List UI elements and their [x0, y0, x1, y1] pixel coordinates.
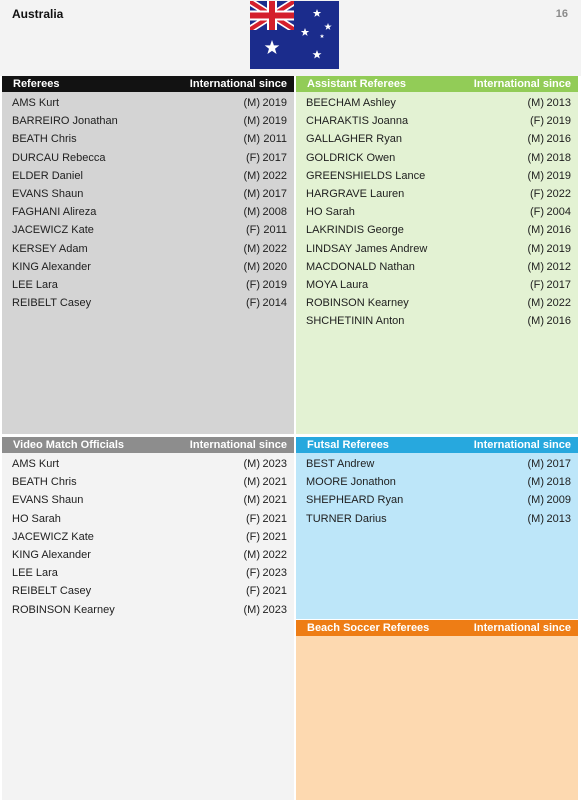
futsal-referees-list: [296, 453, 578, 528]
official-name: BEATH Chris: [12, 476, 77, 489]
official-name: MOYA Laura: [306, 278, 369, 291]
official-name: HO Sarah: [306, 206, 355, 219]
official-name: DURCAU Rebecca: [12, 151, 106, 164]
gender-marker: (F): [529, 278, 544, 291]
table-row: [296, 221, 578, 239]
international-since-year: 2019: [546, 242, 571, 255]
international-since-year: 2019: [262, 278, 287, 291]
international-since-year: 2012: [546, 260, 571, 273]
international-since-label: International since: [473, 439, 571, 451]
gender-marker: (M): [527, 151, 544, 164]
official-name: LEE Lara: [12, 278, 58, 291]
table-row: [2, 294, 294, 312]
gender-marker: (M): [243, 97, 260, 109]
international-since-label: International since: [473, 622, 571, 634]
official-name: KING Alexander: [12, 548, 91, 561]
gender-marker: (M): [243, 133, 260, 146]
table-row: [2, 221, 294, 239]
table-row: [296, 491, 578, 509]
gender-marker: (M): [243, 476, 260, 489]
assistant-referees-list: [296, 92, 578, 330]
gender-marker: (M): [243, 115, 260, 128]
official-name: HARGRAVE Lauren: [306, 187, 405, 200]
gender-marker: (M): [243, 242, 260, 255]
table-row: [2, 455, 294, 473]
official-name: MACDONALD Nathan: [306, 260, 415, 273]
international-since-year: 2022: [262, 169, 287, 182]
international-since-year: 2023: [262, 567, 287, 580]
table-row: [2, 203, 294, 221]
official-name: CHARAKTIS Joanna: [306, 115, 409, 128]
table-row: [2, 491, 294, 509]
gender-marker: (F): [245, 151, 260, 164]
official-name: EVANS Shaun: [12, 494, 84, 507]
international-since-year: 2022: [262, 242, 287, 255]
official-name: ROBINSON Kearney: [12, 603, 115, 616]
official-name: ROBINSON Kearney: [306, 297, 409, 310]
table-row: [2, 473, 294, 491]
table-row: [296, 94, 578, 112]
table-row: [296, 240, 578, 258]
international-since-year: 2023: [262, 458, 287, 470]
official-name: GOLDRICK Owen: [306, 151, 396, 164]
gender-marker: (F): [245, 530, 260, 543]
page-header: [0, 0, 581, 76]
referees-list: [2, 92, 294, 312]
table-row: [296, 130, 578, 148]
international-since-year: 2013: [546, 512, 571, 525]
official-name: ELDER Daniel: [12, 169, 83, 182]
gender-marker: (F): [245, 512, 260, 525]
gender-marker: (M): [243, 187, 260, 200]
official-name: LINDSAY James Andrew: [306, 242, 428, 255]
international-since-year: 2011: [263, 224, 287, 237]
official-name: REIBELT Casey: [12, 585, 92, 598]
gender-marker: (M): [243, 548, 260, 561]
table-row: [2, 258, 294, 276]
gender-marker: (M): [243, 206, 260, 219]
international-since-label: International since: [189, 78, 287, 90]
official-name: BARREIRO Jonathan: [12, 115, 118, 128]
international-since-year: 2009: [546, 494, 571, 507]
official-name: BEATH Chris: [12, 133, 77, 146]
international-since-year: 2021: [262, 585, 287, 598]
referees-panel: [2, 76, 294, 434]
table-row: [2, 94, 294, 112]
gender-marker: (M): [243, 494, 260, 507]
panel-title: Video Match Officials: [13, 439, 125, 451]
international-since-year: 2014: [262, 297, 287, 310]
table-row: [296, 112, 578, 130]
official-name: KING Alexander: [12, 260, 91, 273]
international-since-label: International since: [473, 78, 571, 90]
gender-marker: (M): [243, 169, 260, 182]
gender-marker: (F): [245, 224, 260, 237]
official-name: AMS Kurt: [12, 458, 60, 470]
international-since-year: 2019: [546, 169, 571, 182]
table-row: [2, 582, 294, 600]
gender-marker: (F): [529, 187, 544, 200]
table-row: [296, 276, 578, 294]
international-since-year: 2017: [262, 151, 287, 164]
international-since-year: 2018: [546, 476, 571, 489]
international-since-year: 2017: [546, 458, 571, 470]
international-since-year: 2016: [546, 133, 571, 146]
table-row: [296, 473, 578, 491]
table-row: [2, 564, 294, 582]
official-name: SHEPHEARD Ryan: [306, 494, 404, 507]
panel-title: Assistant Referees: [307, 78, 407, 90]
assistant-referees-header: [296, 76, 578, 92]
official-name: REIBELT Casey: [12, 297, 92, 310]
gender-marker: (M): [243, 260, 260, 273]
table-row: [2, 601, 294, 619]
international-since-year: 2021: [262, 494, 287, 507]
international-since-year: 2023: [262, 603, 287, 616]
international-since-year: 2021: [262, 512, 287, 525]
table-row: [296, 149, 578, 167]
gender-marker: (F): [245, 585, 260, 598]
gender-marker: (M): [527, 224, 544, 237]
official-name: TURNER Darius: [306, 512, 387, 525]
official-name: SHCHETININ Anton: [306, 315, 405, 328]
official-name: LAKRINDIS George: [306, 224, 404, 237]
panel-title: Referees: [13, 78, 60, 90]
official-name: MOORE Jonathon: [306, 476, 396, 489]
video-match-officials-header: [2, 437, 294, 453]
international-since-year: 2019: [546, 115, 571, 128]
official-name: FAGHANI Alireza: [12, 206, 97, 219]
table-row: [296, 203, 578, 221]
gender-marker: (M): [527, 242, 544, 255]
international-since-year: 2017: [546, 278, 571, 291]
official-name: BEST Andrew: [306, 458, 375, 470]
gender-marker: (M): [527, 458, 544, 470]
international-since-year: 2022: [546, 297, 571, 310]
gender-marker: (F): [245, 297, 260, 310]
table-row: [2, 130, 294, 148]
official-name: GREENSHIELDS Lance: [306, 169, 426, 182]
table-row: [2, 276, 294, 294]
gender-marker: (M): [243, 458, 260, 470]
international-since-year: 2004: [546, 206, 571, 219]
international-since-year: 2022: [546, 187, 571, 200]
page-number: 16: [555, 8, 568, 20]
official-name: AMS Kurt: [12, 97, 60, 109]
gender-marker: (M): [243, 603, 260, 616]
table-row: [296, 185, 578, 203]
official-name: JACEWICZ Kate: [12, 530, 94, 543]
table-row: [296, 258, 578, 276]
video-match-officials-list: [2, 453, 294, 619]
gender-marker: (M): [527, 97, 544, 109]
panel-title: Futsal Referees: [307, 439, 389, 451]
international-since-year: 2018: [546, 151, 571, 164]
table-row: [2, 112, 294, 130]
official-name: LEE Lara: [12, 567, 58, 580]
international-since-year: 2021: [262, 530, 287, 543]
gender-marker: (F): [529, 115, 544, 128]
beach-soccer-referees-panel: [296, 620, 578, 800]
table-row: [2, 528, 294, 546]
gender-marker: (M): [527, 315, 544, 328]
international-since-year: 2022: [262, 548, 287, 561]
official-name: GALLAGHER Ryan: [306, 133, 402, 146]
beach-soccer-referees-list: [296, 636, 578, 638]
country-name: Australia: [12, 7, 64, 21]
gender-marker: (M): [527, 133, 544, 146]
gender-marker: (M): [527, 169, 544, 182]
table-row: [2, 546, 294, 564]
table-row: [296, 312, 578, 330]
official-name: KERSEY Adam: [12, 242, 88, 255]
international-since-year: 2021: [262, 476, 287, 489]
referees-header: [2, 76, 294, 92]
beach-soccer-referees-header: [296, 620, 578, 636]
australia-flag-icon: [250, 1, 339, 69]
official-name: JACEWICZ Kate: [12, 224, 94, 237]
gender-marker: (M): [527, 476, 544, 489]
international-since-label: International since: [189, 439, 287, 451]
international-since-year: 2011: [263, 133, 287, 146]
table-row: [2, 185, 294, 203]
gender-marker: (M): [527, 512, 544, 525]
international-since-year: 2016: [546, 315, 571, 328]
official-name: HO Sarah: [12, 512, 61, 525]
table-row: [2, 167, 294, 185]
futsal-referees-header: [296, 437, 578, 453]
official-name: BEECHAM Ashley: [306, 97, 396, 109]
table-row: [2, 510, 294, 528]
international-since-year: 2019: [262, 115, 287, 128]
assistant-referees-panel: [296, 76, 578, 434]
gender-marker: (F): [529, 206, 544, 219]
international-since-year: 2008: [262, 206, 287, 219]
table-row: [296, 167, 578, 185]
table-row: [2, 240, 294, 258]
international-since-year: 2017: [262, 187, 287, 200]
official-name: EVANS Shaun: [12, 187, 84, 200]
gender-marker: (M): [527, 297, 544, 310]
international-since-year: 2013: [546, 97, 571, 109]
panel-title: Beach Soccer Referees: [307, 622, 430, 634]
table-row: [296, 294, 578, 312]
gender-marker: (F): [245, 278, 260, 291]
international-since-year: 2020: [262, 260, 287, 273]
international-since-year: 2016: [546, 224, 571, 237]
table-row: [296, 510, 578, 528]
table-row: [2, 149, 294, 167]
international-since-year: 2019: [262, 97, 287, 109]
video-match-officials-panel: [2, 437, 294, 800]
gender-marker: (F): [245, 567, 260, 580]
futsal-referees-panel: [296, 437, 578, 619]
gender-marker: (M): [527, 494, 544, 507]
table-row: [296, 455, 578, 473]
gender-marker: (M): [527, 260, 544, 273]
